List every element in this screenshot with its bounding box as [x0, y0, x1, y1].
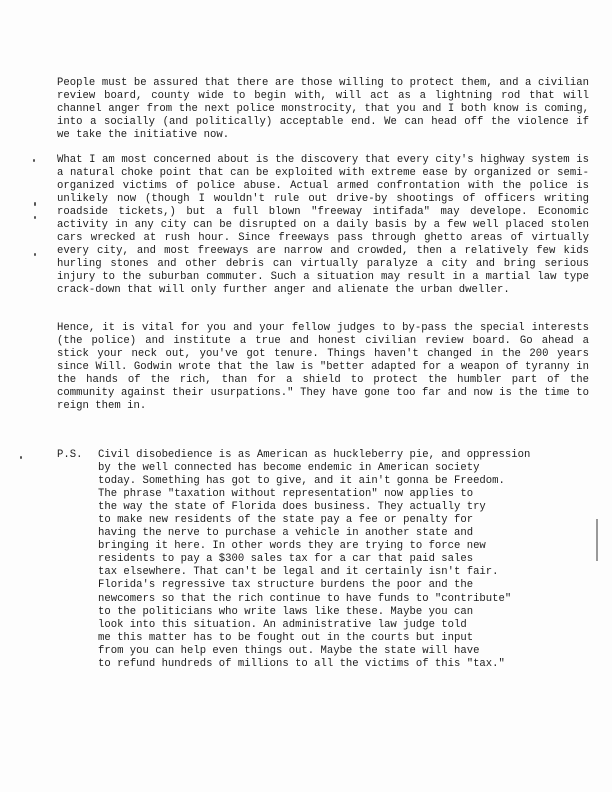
postscript-line: The phrase "taxation without representation" now applies to	[98, 488, 474, 501]
paragraph-civilian-review-board: People must be assured that there are those willing to protect them, and a civilian review board, county wide to begin with, will act as a lightning rod that will channel anger from the next police monstrocity, that you and I both know is coming, into a socially (and politically) acceptable end. We can head off the violence if we take the initiative now.	[57, 77, 589, 142]
postscript-line: today. Something has got to give, and it ain't gonna be Freedom.	[98, 475, 505, 488]
postscript-line: Florida's regressive tax structure burdens the poor and the	[98, 579, 474, 592]
postscript-line: Civil disobedience is as American as huckleberry pie, and oppression	[98, 449, 531, 461]
postscript-line: tax elsewhere. That can't be legal and it certainly isn't fair.	[98, 566, 499, 579]
scan-speck	[34, 202, 36, 206]
paragraph-call-to-action: Hence, it is vital for you and your fellow judges to by-pass the special interests (the police) and institute a true and honest civilian review board. Go ahead a stick your neck out, you've got tenure. Things haven't changed in the 200 years since Will. Godwin wrote that the law is "better adapted for a weapon of tyranny in the hands of the rich, than for a shield to protect the humbler part of the community against their usurpations." They have gone too far and now is the time to reign them in.	[57, 322, 589, 413]
postscript-line: to refund hundreds of millions to all the victims of this "tax."	[98, 657, 505, 670]
scan-speck	[34, 216, 36, 219]
postscript-line: the way the state of Florida does business. They actually try	[98, 501, 486, 514]
scan-speck	[33, 159, 35, 162]
postscript-line: from you can help even things out. Maybe the state will have	[98, 644, 480, 657]
postscript-line: having the nerve to purchase a vehicle in another state and	[98, 527, 474, 540]
scan-speck	[20, 456, 22, 459]
scan-edge-mark	[596, 519, 598, 561]
postscript-line: to the politicians who write laws like these. Maybe you can	[98, 605, 474, 618]
postscript-line: residents to pay a $300 sales tax for a car that paid sales	[98, 553, 474, 566]
postscript-line: to make new residents of the state pay a fee or penalty for	[98, 514, 474, 527]
postscript-line: bringing it here. In other words they are trying to force new	[98, 540, 486, 553]
postscript-line: newcomers so that the rich continue to have funds to "contribute"	[98, 592, 512, 605]
postscript-line: me this matter has to be fought out in the courts but input	[98, 631, 474, 644]
postscript-label: P.S.	[57, 449, 83, 461]
postscript-line: by the well connected has become endemic in American society	[98, 462, 480, 475]
postscript-body	[98, 449, 584, 671]
paragraph-freeway-concern: What I am most concerned about is the discovery that every city's highway system is a natural choke point that can be exploited with extreme ease by organized or semi-organized victims of police abuse. Actual armed confrontation with the police is unlikely now (though I wouldn't rule out drive-by shootings of officers writing roadside tickets,) but a full blown "freeway intifada" may develope. Economic activity in any city can be disrupted on a daily basis by a few well placed stolen cars wrecked at rush hour. Since freeways pass through ghetto areas of virtually every city, and most freeways are narrow and crowded, then a relatively few kids hurling stones and other debris can virtually paralyze a city and bring serious injury to the suburban commuter. Such a situation may result in a martial law type crack-down that will only further anger and alienate the urban dweller.	[57, 154, 589, 297]
postscript-line: look into this situation. An administrative law judge told	[98, 618, 467, 631]
scan-speck	[34, 253, 36, 256]
